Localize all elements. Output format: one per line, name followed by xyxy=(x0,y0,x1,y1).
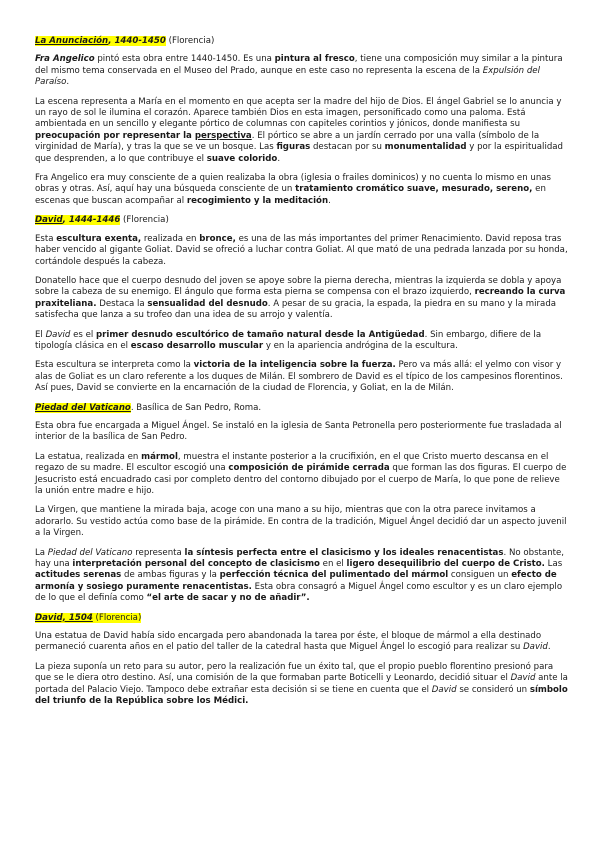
paragraph: Una estatua de David había sido encargada pero abandonada la tarea por éste, el bloque de mármol a ella destinado permaneció cuarenta años en el patio del taller de la catedral hasta que Miguel Ángel lo escogió para realizar su David. xyxy=(35,631,551,653)
artwork-location: (Florencia) xyxy=(165,36,215,46)
artwork-location: (Florencia) xyxy=(92,612,142,623)
paragraph: Fra Angelico pintó esta obra entre 1440-1450. Es una pintura al fresco, tiene una composición muy similar a la pintura del mismo tema conservada en el Museo del Prado, aunque en este caso no representa la escena de la Expulsión del Paraíso. xyxy=(35,54,563,88)
section-heading-david-donatello xyxy=(35,215,570,226)
artwork-title: Piedad del Vaticano xyxy=(35,402,131,413)
paragraph: La escena representa a María en el momento en que acepta ser la madre del hijo de Dios. El ángel Gabriel se lo anuncia y un rayo de sol le ilumina el corazón. Aparece también Dios en esta imagen, personificado como una paloma. Está ambientada en un sencillo y elegante pórtico de columnas con capiteles corintios y jónicos, donde manifiesta su preocupación por representar la perspectiva. El pórtico se abre a un jardín cerrado por una valla (símbolo de la virginidad de María), y tras la que se ve un bosque. Las figuras destacan por su monumentalidad y por la espiritualidad que desprenden, a lo que contribuye el suave colorido. xyxy=(35,96,564,164)
section-heading-anunciacion xyxy=(35,36,570,47)
paragraph: La estatua, realizada en mármol, muestra el instante posterior a la crucifixión, en el que Cristo muerto descansa en el regazo de su madre. El escultor escogió una composición de pirámide cerrada que forman las dos figuras. El cuerpo de Jesucristo está encuadrado casi por completo dentro del contorno dibujado por el cuerpo de María, lo que pone de relieve la unión entre madre e hijo. xyxy=(35,451,567,496)
paragraph: Donatello hace que el cuerpo desnudo del joven se apoye sobre la pierna derecha, mientras la izquierda se dobla y apoya sobre la cabeza de su enemigo. El ángulo que forma esta pierna se compensa con el brazo izquierdo, recreando la curva praxiteliana. Destaca la sensualidad del desnudo. A pesar de su gracia, la espada, la piedra en su mano y la mirada satisfecha que lanza a su trofeo dan una idea de su arrojo y valentía. xyxy=(35,275,566,321)
artwork-location: (Florencia) xyxy=(120,215,169,226)
paragraph: La Piedad del Vaticano representa la síntesis perfecta entre el clasicismo y los ideales renacentistas. No obstante, hay una interpretación personal del concepto de clasicismo en el ligero desequilibrio del cuerpo de Cristo. Las actitudes serenas de ambas figuras y la perfección técnica del pulimentado del mármol consiguen un efecto de armonía y sosiego puramente renacentistas. Esta obra consagró a Miguel Ángel como escultor y es un claro ejemplo de lo que el definía como “el arte de sacar y no de añadir”. xyxy=(35,547,565,604)
artwork-title: David, 1504 xyxy=(35,612,93,623)
paragraph: Esta escultura se interpreta como la victoria de la inteligencia sobre la fuerza. Pero va más allá: el yelmo con visor y alas de Goliat es un claro referente a los duques de Milán. El sombrero de David es el típico de los campesinos florentinos. Así pues, David se convierte en la encarnación de la ciudad de Florencia, y Goliat, en la de Milán. xyxy=(35,360,563,394)
artwork-title: David xyxy=(35,215,63,226)
section-heading-piedad xyxy=(35,403,570,414)
document-body xyxy=(35,36,570,716)
paragraph: El David es el primer desnudo escultórico de tamaño natural desde la Antigüedad. Sin embargo, difiere de la tipología clásica en el escaso desarrollo muscular y en la apariencia andrógina de la escultura. xyxy=(35,329,542,351)
paragraph: La Virgen, que mantiene la mirada baja, acoge con una mano a su hijo, mientras que con la otra parece invitamos a adorarlo. Su vestido actúa como base de la pirámide. En contra de la tradición, Miguel Ángel decidió dar un aspecto juvenil a la Virgen. xyxy=(35,505,567,539)
paragraph: Fra Angelico era muy consciente de a quien realizaba la obra (iglesia o frailes dominicos) y no cuenta lo mismo en unas obras y otras. Así, aquí hay una búsqueda consciente de un tratamiento cromático suave, mesurado, sereno, en escenas que buscan acompañar al recogimiento y la meditación. xyxy=(35,173,552,206)
artwork-title: La Anunciación xyxy=(35,36,109,46)
artwork-date: , 1444-1446 xyxy=(62,215,121,226)
paragraph: Esta obra fue encargada a Miguel Ángel. Se instaló en la iglesia de Santa Petronella pero posteriormente fue trasladada al interior de la basílica de San Pedro. xyxy=(35,420,562,443)
artwork-location: . Basílica de San Pedro, Roma. xyxy=(130,402,262,413)
artwork-date: , 1440-1450 xyxy=(108,36,166,46)
paragraph: La pieza suponía un reto para su autor, pero la realización fue un éxito tal, que el propio pueblo florentino presionó para que se le diera otro destino. Así, una comisión de la que formaban parte Boticelli y Leonardo, decidió situar el David ante la portada del Palacio Viejo. Tampoco debe extrañar esta decisión si se tiene en cuenta que el David se consideró un símbolo del triunfo de la República sobre los Médici. xyxy=(35,661,568,707)
paragraph: Esta escultura exenta, realizada en bronce, es una de las más importantes del primer Renacimiento. David reposa tras haber vencido al gigante Goliat. David se ofreció a luchar contra Goliat. Al que mató de una pedrada lanzada por su honda, cortándole después la cabeza. xyxy=(35,233,568,267)
section-heading-david-miguel-angel xyxy=(35,613,570,624)
